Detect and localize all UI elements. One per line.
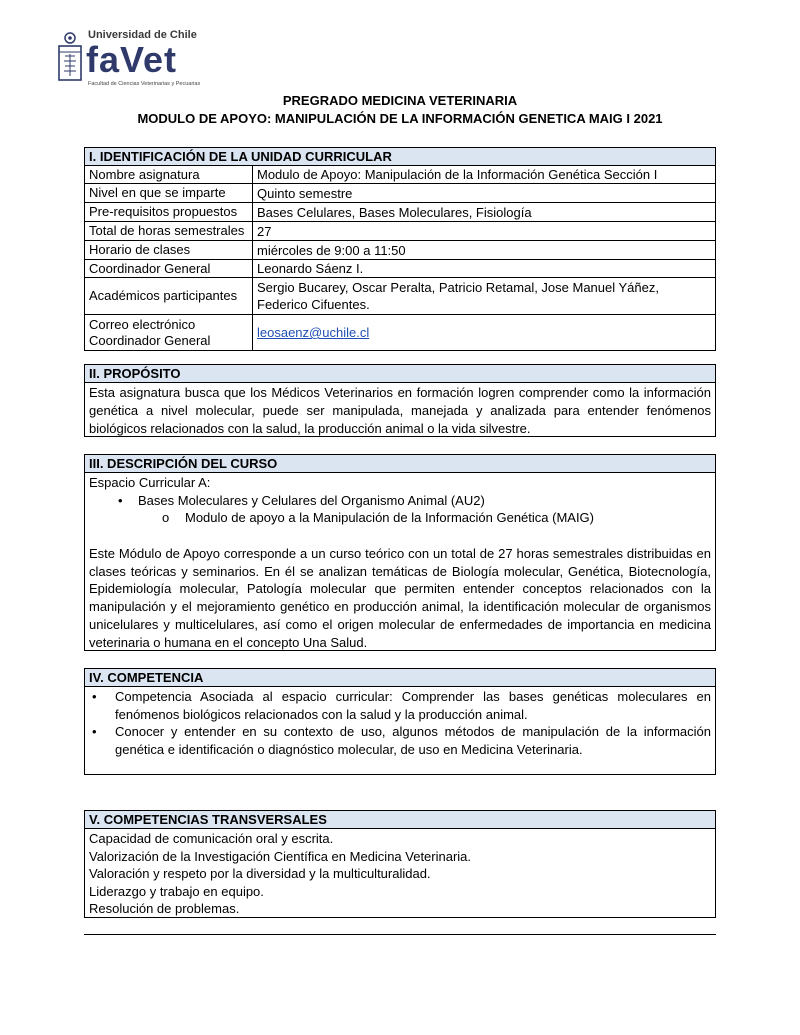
purpose-text: Esta asignatura busca que los Médicos Veterinarios en formación logren comprender como la información genética a nivel molecular, puede ser manipulada, manejada y analizada para entender fenómenos biológicos relacionados con la salud, la producción animal o la vida silvestre. (89, 385, 711, 436)
row-label: Nombre asignatura (85, 166, 253, 183)
row-value: Bases Celulares, Bases Moleculares, Fisiología (257, 204, 532, 220)
section-purpose (84, 364, 716, 437)
list-item: Resolución de problemas. (89, 901, 240, 917)
row-label: Total de horas semestrales (85, 222, 253, 240)
section-transversal-competences (84, 810, 716, 918)
list-item: Valoración y respeto por la diversidad y la multiculturalidad. (89, 866, 431, 882)
table-row (85, 259, 715, 277)
footer-divider (84, 934, 716, 935)
row-label: Pre-requisitos propuestos (85, 203, 253, 221)
row-label: Nivel en que se imparte (85, 184, 253, 202)
row-value: Modulo de Apoyo: Manipulación de la Información Genética Sección I (257, 167, 658, 182)
section-heading: IV. COMPETENCIA (85, 669, 715, 687)
section-course-description (84, 454, 716, 651)
section-heading: I. IDENTIFICACIÓN DE LA UNIDAD CURRICULAR (85, 148, 715, 166)
list-item-text: Bases Moleculares y Celulares del Organismo Animal (AU2) (138, 492, 485, 508)
row-value: Sergio Bucarey, Oscar Peralta, Patricio Retamal, Jose Manuel Yáñez, Federico Cifuentes. (257, 280, 659, 312)
row-value: Leonardo Sáenz I. (257, 261, 364, 276)
logo-faculty-full: Facultad de Ciencias Veterinarias y Pecuarias (88, 81, 201, 87)
logo-faculty-short: faVet (86, 39, 178, 80)
bullet-icon: • (92, 724, 97, 740)
row-label: Coordinador General (85, 260, 253, 277)
table-row (85, 166, 715, 183)
list-item (85, 492, 715, 510)
list-item: Liderazgo y trabajo en equipo. (89, 883, 264, 899)
course-description-text: Este Módulo de Apoyo corresponde a un curso teórico con un total de 27 horas semestrales distribuidas en clases teóricas y seminarios. En él se analizan temáticas de Biología molecular, Genética, Biotecnología, Epidemiología molecular, Patología molecular que permiten entender conceptos relacionados con la manipulación y el mejoramiento genético en producción animal, la identificación molecular de organismos unicelulares y multicelulares, así como el origen molecular de enfermedades de importancia en medicina veterinaria o humana en el concepto Una Salud. (89, 545, 711, 650)
table-row (85, 314, 715, 350)
faculty-logo (56, 28, 216, 90)
sub-list-item (85, 509, 715, 527)
module-title: MODULO DE APOYO: MANIPULACIÓN DE LA INFORMACIÓN GENETICA MAIG I 2021 (137, 111, 663, 126)
bullet-icon: • (92, 689, 97, 704)
bullet-icon: • (118, 492, 123, 508)
university-seal-icon (56, 30, 86, 82)
list-item-text: Conocer y entender en su contexto de uso, algunos métodos de manipulación de la información genética e identificación o diagnóstico molecular, de uso en Medicina Veterinaria. (115, 724, 711, 757)
row-label: Correo electrónico Coordinador General (85, 315, 253, 350)
list-item: Valorización de la Investigación Científica en Medicina Veterinaria. (89, 848, 472, 864)
list-item-text: Competencia Asociada al espacio curricular: Comprender las bases genéticas moleculares en fenómenos biológicos relacionados con la salud y la producción animal. (115, 689, 711, 722)
list-item (85, 687, 715, 723)
circle-bullet-icon: o (162, 510, 170, 526)
transversal-list (85, 829, 715, 918)
coordinator-email-link[interactable]: leosaenz@uchile.cl (257, 325, 370, 340)
curricular-space: Espacio Curricular A: (89, 475, 211, 490)
row-value: 27 (257, 223, 272, 239)
table-row (85, 240, 715, 259)
section-heading: III. DESCRIPCIÓN DEL CURSO (85, 455, 715, 473)
row-label: Académicos participantes (85, 278, 253, 314)
section-heading: II. PROPÓSITO (85, 365, 715, 383)
table-row (85, 277, 715, 314)
table-row (85, 221, 715, 240)
section-heading: V. COMPETENCIAS TRANSVERSALES (85, 811, 715, 829)
list-item: Capacidad de comunicación oral y escrita. (89, 831, 334, 846)
row-value: miércoles de 9:00 a 11:50 (257, 242, 406, 258)
section-identification (84, 147, 716, 351)
identification-table (85, 166, 715, 350)
list-item (85, 723, 715, 758)
row-value (253, 315, 715, 350)
section-competence (84, 668, 716, 775)
table-row (85, 202, 715, 221)
logo-university-name: Universidad de Chile (88, 29, 197, 41)
table-row (85, 183, 715, 202)
program-title: PREGRADO MEDICINA VETERINARIA (282, 93, 518, 108)
row-value: Quinto semestre (257, 185, 353, 201)
row-label: Horario de clases (85, 241, 253, 259)
list-item-text: Modulo de apoyo a la Manipulación de la Información Genética (MAIG) (185, 510, 594, 526)
